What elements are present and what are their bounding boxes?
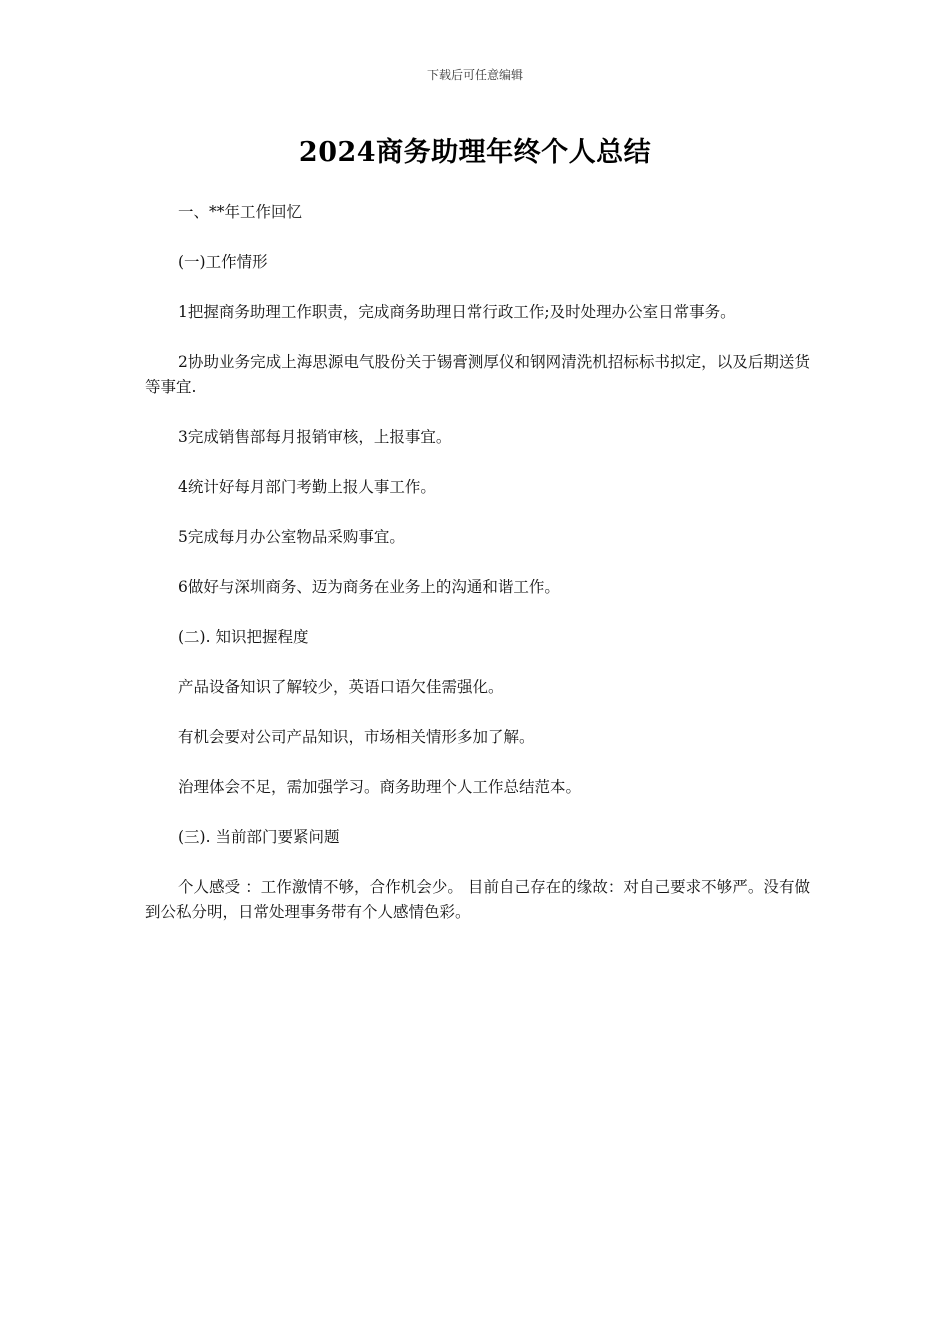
header-note: 下载后可任意编辑 — [426, 68, 523, 82]
list-item: 2协助业务完成上海思源电气股份关于锡膏测厚仪和钢网清洗机招标标书拟定，以及后期送货等事宜. — [145, 353, 810, 396]
subsection-heading: (一)工作情形 — [178, 253, 268, 271]
paragraph: 有机会要对公司产品知识，市场相关情形多加了解。 — [178, 728, 535, 746]
list-item: 5完成每月办公室物品采购事宜。 — [178, 528, 405, 546]
list-item: 4统计好每月部门考勤上报人事工作。 — [178, 478, 436, 496]
document-title: 2024商务助理年终个人总结 — [298, 137, 652, 168]
section-heading: 一、**年工作回忆 — [178, 203, 303, 221]
document-body — [145, 200, 810, 950]
list-item: 3完成销售部每月报销审核，上报事宜。 — [178, 428, 452, 446]
paragraph: 治理体会不足，需加强学习。商务助理个人工作总结范本。 — [178, 778, 582, 796]
subsection-heading: (三). 当前部门要紧问题 — [178, 828, 340, 846]
paragraph: 产品设备知识了解较少，英语口语欠佳需强化。 — [178, 678, 504, 696]
subsection-heading: (二). 知识把握程度 — [178, 628, 309, 646]
paragraph: 个人感受 ：工作激情不够，合作机会少。 目前自己存在的缘故：对自己要求不够严。没有做到公私分明，日常处理事务带有个人感情色彩。 — [145, 878, 810, 921]
list-item: 6做好与深圳商务、迈为商务在业务上的沟通和谐工作。 — [178, 578, 560, 596]
list-item: 1把握商务助理工作职责，完成商务助理日常行政工作;及时处理办公室日常事务。 — [178, 303, 736, 321]
